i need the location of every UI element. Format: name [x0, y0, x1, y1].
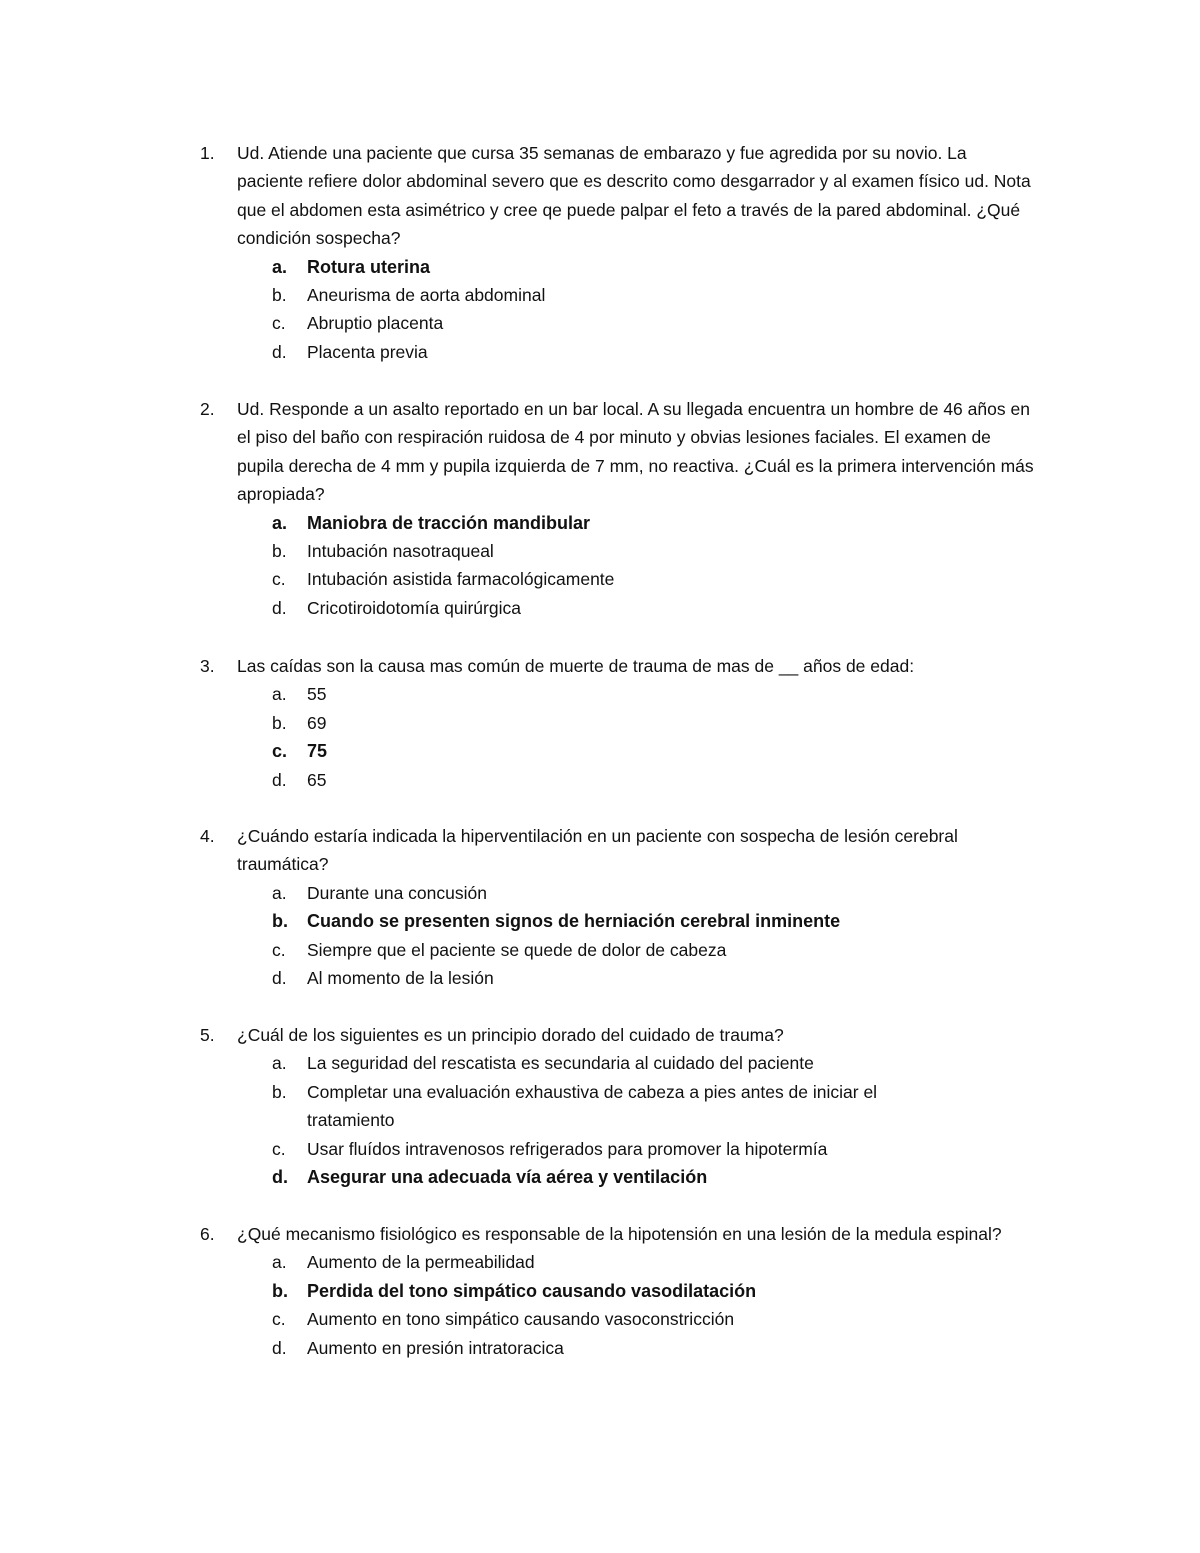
option-list: [200, 879, 1040, 993]
option-b: [200, 709, 1040, 737]
option-letter: b.: [272, 1081, 287, 1102]
option-letter: c.: [272, 1138, 286, 1159]
option-b: [200, 281, 1040, 309]
option-letter: d.: [272, 1337, 287, 1358]
option-b-correct: [200, 907, 1040, 935]
option-text: 69: [307, 712, 327, 733]
option-c: [200, 565, 1040, 593]
option-letter: d.: [272, 597, 287, 618]
option-letter: b.: [272, 911, 288, 932]
question-text: ¿Qué mecanismo fisiológico es responsable de la hipotensión en una lesión de la medula espinal?: [237, 1224, 1002, 1244]
option-letter: d.: [272, 1167, 288, 1188]
option-letter: a.: [272, 1252, 287, 1273]
option-text: Placenta previa: [307, 341, 428, 362]
question-6: [200, 1220, 1040, 1362]
option-text: 75: [307, 741, 328, 762]
option-letter: c.: [272, 313, 286, 334]
option-letter: c.: [272, 939, 286, 960]
option-text: Asegurar una adecuada vía aérea y ventilación: [307, 1167, 708, 1188]
option-text: Abruptio placenta: [307, 313, 444, 334]
option-text: Aumento de la permeabilidad: [307, 1252, 535, 1273]
question-text: ¿Cuál de los siguientes es un principio dorado del cuidado de trauma?: [237, 1025, 784, 1045]
option-list: [200, 1049, 1040, 1191]
option-b: [200, 537, 1040, 565]
option-letter: a.: [272, 882, 287, 903]
option-letter: c.: [272, 569, 286, 590]
question-1: [200, 139, 1040, 366]
question-3: [200, 652, 1040, 794]
question-text: Ud. Atiende una paciente que cursa 35 semanas de embarazo y fue agredida por su novio. La paciente refiere dolor abdominal severo que es descrito como desgarrador y al examen físico ud. Nota que el abdomen esta asimétrico y cree qe puede palpar el feto a través de la pared abdominal. ¿Qué condición sospecha?: [237, 143, 1031, 249]
option-c: [200, 1305, 1040, 1333]
option-d: [200, 1334, 1040, 1362]
option-a: [200, 1248, 1040, 1276]
question-4: [200, 822, 1040, 992]
option-d: [200, 964, 1040, 992]
option-text: Durante una concusión: [307, 882, 487, 903]
option-letter: d.: [272, 341, 287, 362]
option-list: [200, 1248, 1040, 1362]
question-stem: [200, 822, 1040, 879]
question-5: [200, 1021, 1040, 1191]
option-a: [200, 1049, 1040, 1077]
option-text: Intubación nasotraqueal: [307, 541, 494, 562]
option-text: Rotura uterina: [307, 256, 431, 277]
option-list: [200, 253, 1040, 367]
question-number: 4.: [200, 826, 215, 846]
option-c: [200, 936, 1040, 964]
option-text: 65: [307, 769, 327, 790]
option-text: Perdida del tono simpático causando vasodilatación: [307, 1280, 757, 1301]
question-number: 5.: [200, 1025, 215, 1045]
option-text: La seguridad del rescatista es secundaria al cuidado del paciente: [307, 1053, 814, 1074]
option-letter: b.: [272, 712, 287, 733]
option-text: Cuando se presenten signos de herniación cerebral inminente: [307, 911, 841, 932]
option-letter: a.: [272, 1053, 287, 1074]
option-c-correct: [200, 737, 1040, 765]
option-b: [200, 1078, 1040, 1135]
option-text: Siempre que el paciente se quede de dolor de cabeza: [307, 939, 727, 960]
option-d: [200, 338, 1040, 366]
option-text: Aumento en tono simpático causando vasoconstricción: [307, 1309, 735, 1330]
option-text: Maniobra de tracción mandibular: [307, 512, 591, 533]
option-text: Aneurisma de aorta abdominal: [307, 285, 546, 306]
option-letter: a.: [272, 256, 288, 277]
question-stem: [200, 1021, 1040, 1049]
option-d: [200, 594, 1040, 622]
option-b-correct: [200, 1277, 1040, 1305]
option-a: [200, 680, 1040, 708]
option-a: [200, 879, 1040, 907]
question-number: 1.: [200, 143, 215, 163]
option-a-correct: [200, 253, 1040, 281]
question-stem: [200, 652, 1040, 680]
question-stem: [200, 1220, 1040, 1248]
option-letter: a.: [272, 512, 288, 533]
option-text: Completar una evaluación exhaustiva de cabeza a pies antes de iniciar el tratamiento: [307, 1081, 878, 1131]
option-text: 55: [307, 684, 327, 705]
option-text: Usar fluídos intravenosos refrigerados para promover la hipotermía: [307, 1138, 828, 1159]
option-letter: c.: [272, 1309, 286, 1330]
option-letter: b.: [272, 1280, 288, 1301]
question-stem: [200, 139, 1040, 253]
question-2: [200, 395, 1040, 622]
question-number: 2.: [200, 399, 215, 419]
option-letter: d.: [272, 968, 287, 989]
question-stem: [200, 395, 1040, 509]
option-text: Al momento de la lesión: [307, 968, 494, 989]
option-list: [200, 680, 1040, 794]
question-text: Ud. Responde a un asalto reportado en un bar local. A su llegada encuentra un hombre de 46 años en el piso del baño con respiración ruidosa de 4 por minuto y obvias lesiones faciales. El examen de pupila derecha de 4 mm y pupila izquierda de 7 mm, no reactiva. ¿Cuál es la primera intervención más apropiada?: [237, 399, 1034, 505]
option-letter: d.: [272, 769, 287, 790]
option-text: Intubación asistida farmacológicamente: [307, 569, 615, 590]
option-letter: b.: [272, 285, 287, 306]
option-a-correct: [200, 509, 1040, 537]
question-number: 6.: [200, 1224, 215, 1244]
question-text: Las caídas son la causa mas común de muerte de trauma de mas de __ años de edad:: [237, 656, 915, 676]
option-letter: c.: [272, 741, 288, 762]
option-d: [200, 766, 1040, 794]
option-text: Aumento en presión intratoracica: [307, 1337, 564, 1358]
option-text: Cricotiroidotomía quirúrgica: [307, 597, 521, 618]
option-letter: a.: [272, 684, 287, 705]
option-letter: b.: [272, 541, 287, 562]
question-text: ¿Cuándo estaría indicada la hiperventilación en un paciente con sospecha de lesión cerebral traumática?: [237, 826, 958, 875]
option-c: [200, 309, 1040, 337]
option-list: [200, 509, 1040, 623]
option-c: [200, 1135, 1040, 1163]
option-d-correct: [200, 1163, 1040, 1191]
question-number: 3.: [200, 656, 215, 676]
